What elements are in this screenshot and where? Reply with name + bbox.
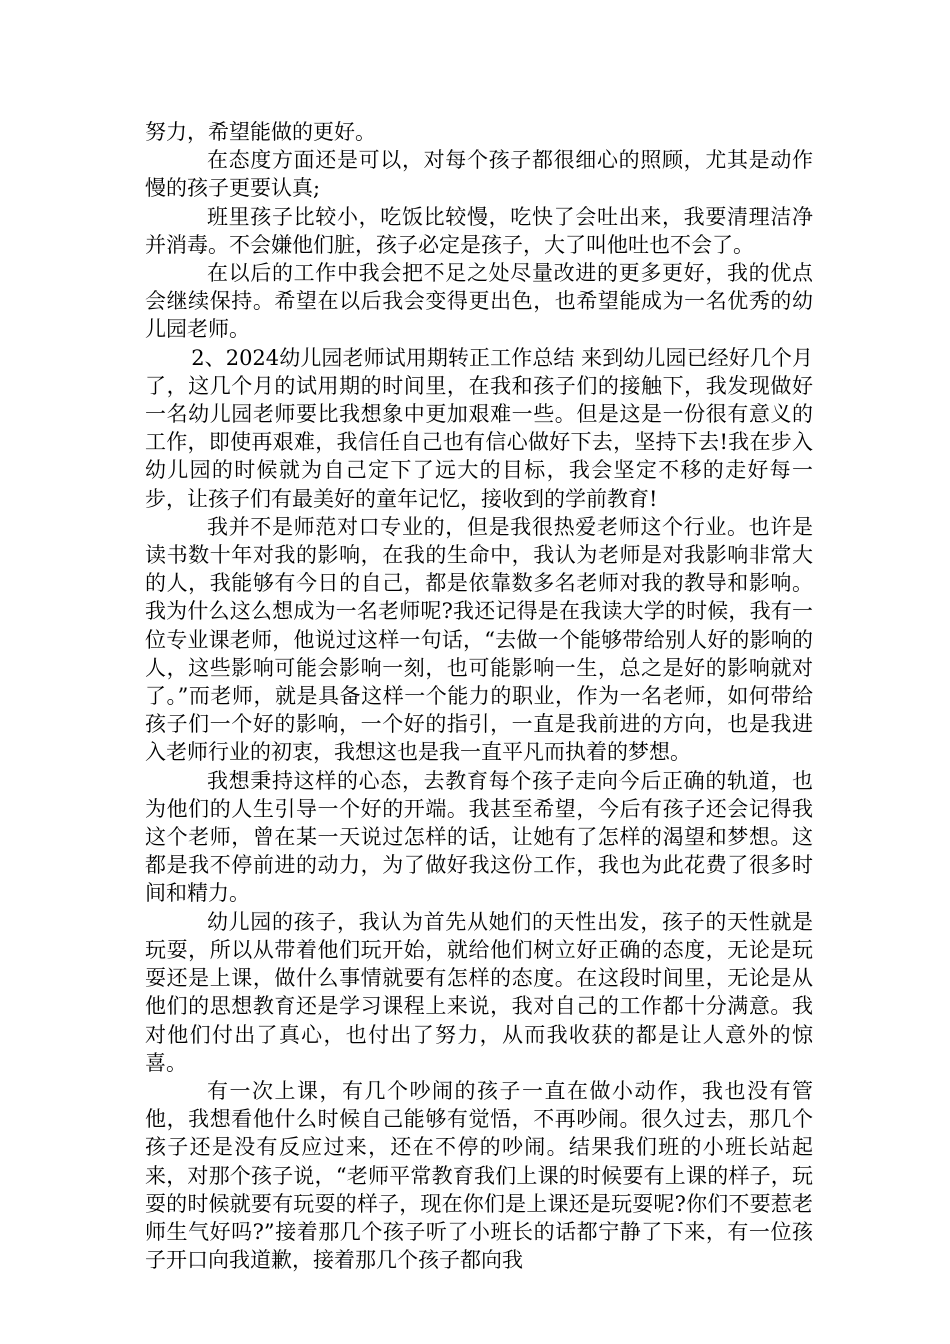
paragraph: 在态度方面还是可以，对每个孩子都很细心的照顾，尤其是动作慢的孩子更要认真; [145, 148, 813, 201]
section-heading-paragraph: 2、2024幼儿园老师试用期转正工作总结 来到幼儿园已经好几个月了，这几个月的试用期的时间里，在我和孩子们的接触下，我发现做好一名幼儿园老师要比我想象中更加艰难一些。但是这是一份很有意义的工作，即使再艰难，我信任自己也有信心做好下去，坚持下去!我在步入幼儿园的时候就为自己定下了远大的目标，我会坚定不移的走好每一步，让孩子们有最美好的童年记忆，接收到的学前教育! [145, 345, 813, 511]
paragraph: 班里孩子比较小，吃饭比较慢，吃快了会吐出来，我要清理洁净并消毒。不会嫌他们脏，孩子必定是孩子，大了叫他吐也不会了。 [145, 204, 813, 257]
paragraph: 在以后的工作中我会把不足之处尽量改进的更多更好，我的优点会继续保持。希望在以后我会变得更出色，也希望能成为一名优秀的幼儿园老师。 [145, 261, 813, 342]
paragraph: 我并不是师范对口专业的，但是我很热爱老师这个行业。也许是读书数十年对我的影响，在我的生命中，我认为老师是对我影响非常大的人，我能够有今日的自己，都是依靠数多名老师对我的教导和影响。我为什么这么想成为一名老师呢?我还记得是在我读大学的时候，我有一位专业课老师，他说过这样一句话，“去做一个能够带给别人好的影响的人，这些影响可能会影响一刻，也可能影响一生，总之是好的影响就对了。”而老师，就是具备这样一个能力的职业，作为一名老师，如何带给孩子们一个好的影响，一个好的指引，一直是我前进的方向，也是我进入老师行业的初衷，我想这也是我一直平凡而执着的梦想。 [145, 514, 813, 765]
paragraph: 有一次上课，有几个吵闹的孩子一直在做小动作，我也没有管他，我想看他什么时候自己能够有觉悟，不再吵闹。很久过去，那几个孩子还是没有反应过来，还在不停的吵闹。结果我们班的小班长站起来，对那个孩子说，“老师平常教育我们上课的时候要有上课的样子，玩耍的时候就要有玩耍的样子，现在你们是上课还是玩耍呢?你们不要惹老师生气好吗?”接着那几个孩子听了小班长的话都宁静了下来，有一位孩子开口向我道歉，接着那几个孩子都向我 [145, 1078, 813, 1273]
paragraph: 努力，希望能做的更好。 [145, 120, 376, 144]
paragraph: 我想秉持这样的心态，去教育每个孩子走向今后正确的轨道，也为他们的人生引导一个好的开端。我甚至希望，今后有孩子还会记得我这个老师，曾在某一天说过怎样的话，让她有了怎样的渴望和梦想。这都是我不停前进的动力，为了做好我这份工作，我也为此花费了很多时间和精力。 [145, 768, 813, 906]
document-body [145, 118, 813, 1274]
paragraph: 幼儿园的孩子，我认为首先从她们的天性出发，孩子的天性就是玩耍，所以从带着他们玩开始，就给他们树立好正确的态度，无论是玩耍还是上课，做什么事情就要有怎样的态度。在这段时间里，无论是从他们的思想教育还是学习课程上来说，我对自己的工作都十分满意。我对他们付出了真心，也付出了努力，从而我收获的都是让人意外的惊喜。 [145, 909, 813, 1075]
